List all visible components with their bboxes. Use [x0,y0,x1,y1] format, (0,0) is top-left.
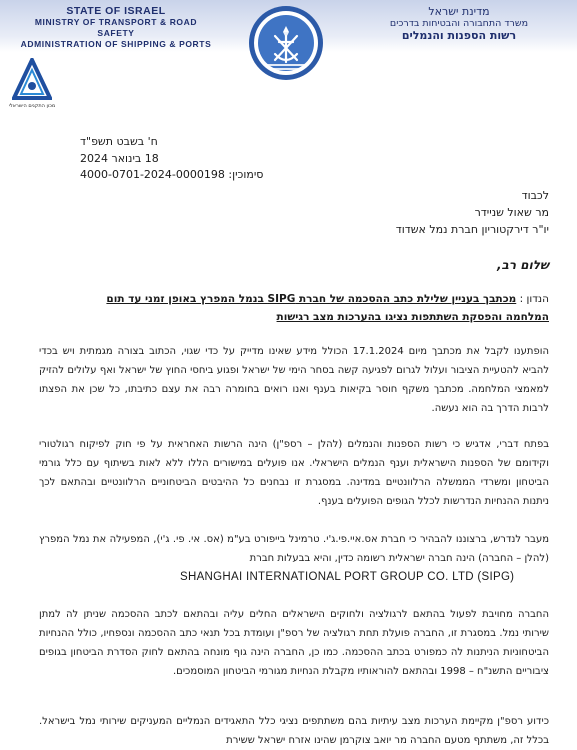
subject-line-1: מכתבך בעניין שלילת כתב ההסכמה של חברת SIPG בנמל המפרץ באופן זמני עד תום [106,293,517,305]
greeting: שלום רב, [497,258,549,272]
ministry-name-en: MINISTRY OF TRANSPORT & ROAD SAFETY [34,17,198,38]
body-paragraph-3: מעבר לנדרש, ברצוננו להבהיר כי חברת אס.איי.פי.ג'י. טרמינל בייפורט בע"מ (אס. אי. פי. ג'י), המפעילה את נמל המפרץ (להלן – החברה) הינה חברה ישראלית רשומה כדין, והיא בבעלות חברת [39,534,549,564]
letterhead-hebrew [359,6,559,42]
reference-number: סימוכין: 4000-0701-2024-0000198 [80,168,264,181]
body-paragraph-5: כידוע רספ"ן מקיימת הערכות מצב עיתיות בהם משתתפים נציגי כלל התאגידים הנמליים המעניקים שירותי נמל בישראל. בכלל זה, משתתף מטעם החברה מר יואב צוקרמן שהינו אזרח ישראל ששירת [39,716,549,746]
administration-name-he: רשות הספנות והנמלים [401,29,517,42]
administration-name-en: ADMINISTRATION OF SHIPPING & PORTS [20,39,212,49]
hebrew-date: ח' בשבט תשפ"ד [80,135,158,148]
recipient-title: יו"ר דירקטוריון חברת נמל אשדוד [395,223,549,236]
letter-date: 18 בינואר 2024 [80,152,159,165]
subject-label: הנדון : [519,293,549,305]
ministry-name-he: משרד התחבורה והבטיחות בדרכים [389,18,529,29]
subject-block [29,290,549,326]
subject-line-2: המלחמה והפסקת השתתפות נציגו בהערכות מצב רגישות [276,311,549,323]
body-paragraph-1: הופתענו לקבל את מכתבך מיום 17.1.2024 הכולל מידע שאינו מדייק על כדי שגוי, הכתוב בצורה מגמתית ויש בכדי להביא להטעיית הציבור ועלול לגרום לפגיעה קשה בסחר הימי של ישראל ופגוע ביחסי החוץ של ישראל ואף עלולים להזיק למאמצי המלחמה. מכתבך משקף חוסר בקיאות בענף ואנו רואים בחומרה רבה את עצם כתיבתו, כל שכן את הפצתו לרבות הדרך בה הוא נעשה. [39,346,549,414]
state-name-en: STATE OF ISRAEL [66,5,166,17]
body-paragraph-2: בפתח דברי, אדגיש כי רשות הספנות והנמלים (להלן – רספ"ן) הינה הרשות האחראית על פי חוק לפיקוח רגולטורי וקידומם של הספנות הישראלית וענף הנמלים הישראלי. אנו פועלים במישורים הללו ללא לאות בשיתוף עם כלל גורמי הביטחון ומשרדי הממשלה הרלוונטיים במדינה. במסגרת זו נבחנים כל ההיבטים הביטחוניים הרלוונטיים ובהתאם לכך ניתנות ההנחיות הנדרשות לכלל הגופים הפועלים בענף. [39,439,549,507]
standards-institute-caption: מכון התקנים הישראלי [8,103,56,109]
recipient-salutation: לכבוד [521,189,549,202]
recipient-name: מר שאול שניידר [474,206,549,219]
shipping-authority-emblem-icon [247,4,325,82]
state-name-he: מדינת ישראל [428,5,490,18]
company-name-en: SHANGHAI INTERNATIONAL PORT GROUP CO. LTD (SIPG) [180,571,515,583]
body-paragraph-4: החברה מחויבת לפעול בהתאם לרגולציה ולחוקים הישראלים החלים עליה ובהתאם לכתב ההסכמה שניתן לה למתן שירותי נמל. במסגרת זו, החברה פועלת תחת רגולציה של רספ"ן ועומדת בכל תנאי כתב ההסכמה ונספחיו, כולל ההנחיות הביטחוניות הניתנות לה כמפורט בכתב ההסכמה. כמו כן, החברה הינה גוף מונחה בהתאם לחוק הסדרת הביטחון בגופים ציבוריים התשנ"ח – 1998 ובהתאם להוראותיו מקבלת הנחיות מגורמי הביטחון המוסמכים. [39,609,549,677]
standards-institute-logo-icon [12,58,52,106]
letterhead-english [16,6,216,50]
